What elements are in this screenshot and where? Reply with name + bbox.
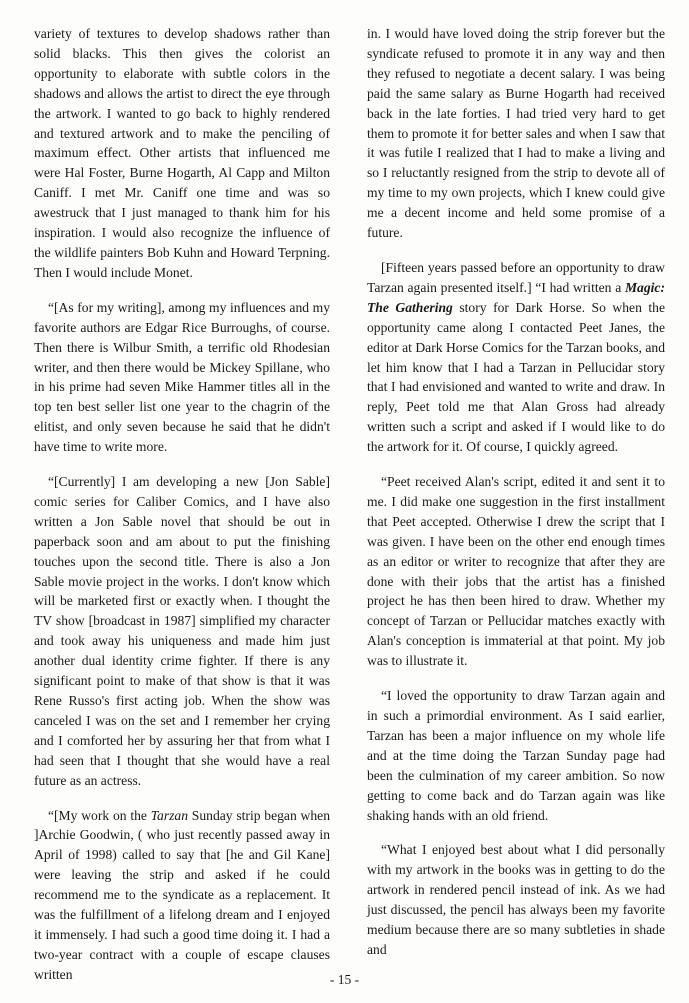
paragraph-text: “[My work on the [48,807,151,823]
paragraph: “What I enjoyed best about what I did personally with my artwork in the books was in getting to do the artwork in rendered pencil instead of ink. As we had just discussed, the pencil has always been my favorite medium because there are so many subtleties in shade and [367,842,665,957]
paragraph: “[As for my writing], among my influences and my favorite authors are Edgar Rice Burroughs, of course. Then there is Wilbur Smith, a terrific old Rhodesian writer, and then there would be Mickey Spillane, who in his prime had seven Mike Hammer titles all in the top ten best seller list one year to the chagrin of the elitist, and only seven because he said that he didn't have time to write more. [34,299,330,455]
right-column [367,24,665,975]
paragraph [34,806,330,985]
strip-title: Tarzan [150,807,189,823]
paragraph-text: Sunday strip began when ]Archie Goodwin, ( who just recently passed away in April of 1998) called to say that [he and Gil Kane] were leaving the strip and asked if he could recommend me to the syndicate as a replacement. It was the fulfillment of a lifelong dream and I enjoyed it immensely. I had such a good time doing it. I had a two-year contract with a couple of escape clauses written [34,807,330,982]
left-column [34,24,330,1000]
paragraph: “Peet received Alan's script, edited it and sent it to me. I did make one suggestion in the first installment that Peet accepted. Otherwise I drew the script that I was given. I have been on the other end enough times as an editor or writer to recognize that after they are done with their jobs that the artist has a finished project he has then been hired to draw. Whether my concept of Tarzan or Pellucidar matches exactly with Alan's conception is immaterial at that point. My job was to illustrate it. [367,474,665,669]
paragraph: variety of textures to develop shadows rather than solid blacks. This then gives the colorist an opportunity to elaborate with subtle colors in the shadows and allows the artist to direct the eye through the artwork. I wanted to go back to highly rendered and textured artwork and to make the penciling of maximum effect. Other artists that influenced me were Hal Foster, Burne Hogarth, Al Capp and Milton Caniff. I met Mr. Caniff one time and was so awestruck that I just managed to thank him for his inspiration. I would also recognize the influence of the wildlife painters Bob Kuhn and Howard Terpning. Then I would include Monet. [34,26,330,280]
paragraph: “[Currently] I am developing a new [Jon Sable] comic series for Caliber Comics, and I have also written a Jon Sable novel that should be out in paperback soon and am about to put the finishing touches upon the second title. There is also a Jon Sable movie project in the works. I don't know which will be marketed first or exactly when. I thought the TV show [broadcast in 1987] simplified my character and took away his uniqueness and made him just another dual identity crime fighter. If there is any significant point to make of that show is that it was Rene Russo's first acting job. When the show was canceled I was on the set and I remember her crying and I comforted her by assuring her that from what I had seen that I thought that she would have a real future as an actress. [34,474,330,788]
paragraph: in. I would have loved doing the strip forever but the syndicate refused to promote it in any way and then they refused to negotiate a decent salary. I was being paid the same salary as Burne Hogarth had received back in the late forties. I had tried very hard to get them to promote it for better sales and when I saw that it was futile I realized that I had to make a living and so I reluctantly resigned from the strip to devote all of my time to my own projects, which I knew could give me a decent income and held some promise of a future. [367,26,665,241]
paragraph: “I loved the opportunity to draw Tarzan again and in such a primordial environment. As I said earlier, Tarzan has been a major influence on my whole life and at the time doing the Tarzan Sunday page had been the culmination of my career ambition. So now getting to come back and do Tarzan again was like shaking hands with an old friend. [367,688,665,823]
paragraph-text: story for Dark Horse. So when the opportunity came along I contacted Peet Janes, the editor at Dark Horse Comics for the Tarzan books, and let him know that I had a Tarzan in Pellucidar story that I had envisioned and wanted to write and draw. In reply, Peet told me that Alan Gross had already written such a script and asked if I would like to do the artwork for it. Of course, I quickly agreed. [367,299,665,455]
paragraph [367,258,665,457]
paragraph-text: [Fifteen years passed before an opportunity to draw Tarzan again presented itself.] “I had written a [367,259,665,295]
page-number: - 15 - [329,972,360,987]
comic-title: Magic: The Gathering [367,279,665,315]
